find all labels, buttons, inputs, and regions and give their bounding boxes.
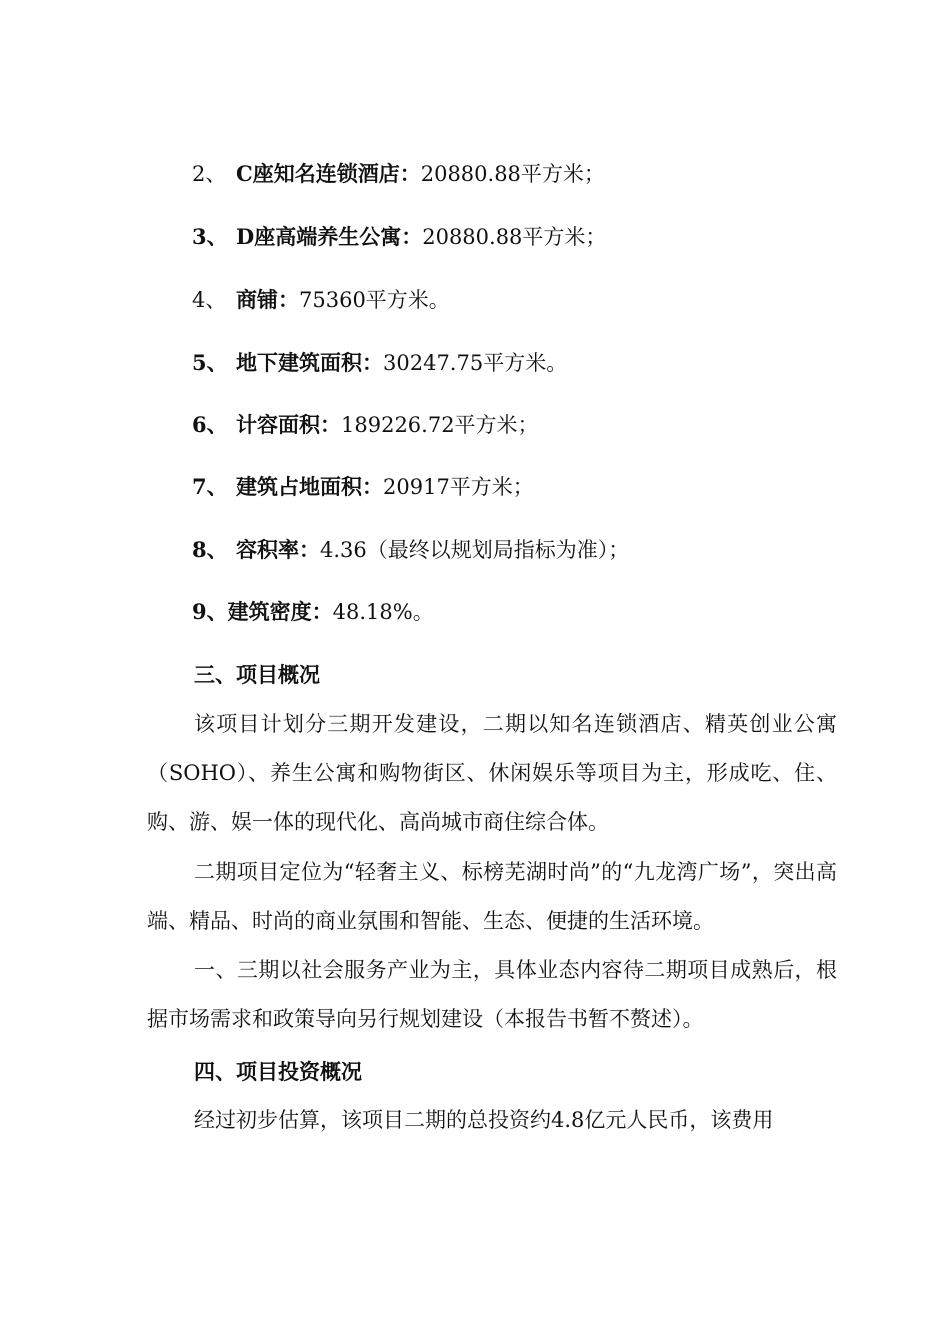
list-label: D座高端养生公寓： [236,224,423,249]
list-item-8 [192,536,629,564]
list-number: 4、 [192,288,227,312]
list-label: 商铺： [236,287,299,312]
section-heading-investment: 四、项目投资概况 [194,1059,362,1084]
list-item-5 [192,349,567,377]
list-value: 20880.88平方米； [420,162,605,186]
list-value: 189226.72平方米； [341,413,539,437]
list-item-7 [192,473,534,501]
paragraph: 经过初步估算，该项目二期的总投资约4.8亿元人民币，该费用 [194,1108,774,1132]
list-value: 30247.75平方米。 [383,351,568,375]
list-item-2 [192,160,605,188]
list-number: 2、 [192,162,227,186]
list-value: 20917平方米； [383,475,534,499]
list-value: 48.18%。 [332,600,434,624]
list-item-4 [192,286,450,314]
paragraph: 该项目计划分三期开发建设，二期以知名连锁酒店、精英创业公寓（SOHO）、养生公寓和购物街区、休闲娱乐等项目为主，形成吃、住、购、游、娱一体的现代化、高尚城市商住综合体。 [147,712,837,834]
list-number: 6、 [192,412,228,437]
paragraph: 一、三期以社会服务产业为主，具体业态内容待二期项目成熟后，根据市场需求和政策导向另行规划建设（本报告书暂不赘述）。 [147,958,837,1031]
list-item-9 [192,598,434,626]
list-label: C座知名连锁酒店： [236,161,421,186]
list-number: 7、 [192,474,228,499]
list-item-3 [192,223,606,251]
list-value: 4.36（最终以规划局指标为准）； [320,538,630,562]
list-label: 地下建筑面积： [236,350,383,375]
list-number: 8、 [192,537,228,562]
list-number: 5、 [192,350,228,375]
section-heading-overview: 三、项目概况 [194,662,320,687]
list-item-6 [192,411,539,439]
list-value: 75360平方米。 [299,288,450,312]
list-number: 9、 [192,599,228,624]
list-number: 3、 [192,224,228,249]
list-label: 计容面积： [236,412,341,437]
list-value: 20880.88平方米； [422,225,607,249]
paragraph: 二期项目定位为“轻奢主义、标榜芜湖时尚”的“九龙湾广场”，突出高端、精品、时尚的商业氛围和智能、生态、便捷的生活环境。 [147,860,837,933]
list-label: 建筑密度： [227,599,333,624]
list-label: 容积率： [236,537,320,562]
list-label: 建筑占地面积： [236,474,383,499]
